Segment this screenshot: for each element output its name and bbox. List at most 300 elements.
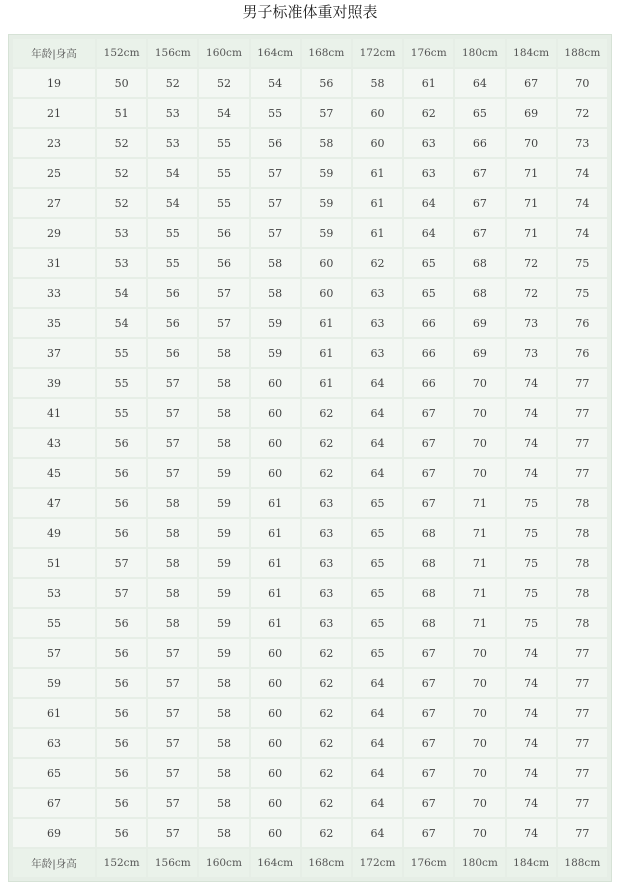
weight-cell: 61 bbox=[353, 219, 402, 247]
weight-cell: 70 bbox=[455, 819, 504, 847]
weight-cell: 52 bbox=[97, 159, 146, 187]
weight-cell: 60 bbox=[251, 759, 300, 787]
weight-cell: 77 bbox=[558, 429, 607, 457]
weight-cell: 61 bbox=[251, 549, 300, 577]
weight-cell: 63 bbox=[353, 279, 402, 307]
weight-cell: 77 bbox=[558, 369, 607, 397]
age-cell: 63 bbox=[13, 729, 95, 757]
weight-cell: 57 bbox=[148, 639, 197, 667]
weight-cell: 61 bbox=[302, 369, 351, 397]
table-row bbox=[13, 339, 607, 367]
age-cell: 61 bbox=[13, 699, 95, 727]
weight-cell: 75 bbox=[507, 519, 556, 547]
weight-cell: 59 bbox=[199, 459, 248, 487]
weight-cell: 54 bbox=[148, 159, 197, 187]
table-row bbox=[13, 669, 607, 697]
age-cell: 51 bbox=[13, 549, 95, 577]
weight-cell: 77 bbox=[558, 729, 607, 757]
weight-cell: 76 bbox=[558, 339, 607, 367]
weight-cell: 74 bbox=[507, 369, 556, 397]
weight-cell: 70 bbox=[558, 69, 607, 97]
weight-cell: 74 bbox=[507, 429, 556, 457]
weight-cell: 56 bbox=[97, 609, 146, 637]
table-row bbox=[13, 189, 607, 217]
weight-cell: 58 bbox=[199, 399, 248, 427]
weight-cell: 56 bbox=[148, 339, 197, 367]
weight-cell: 66 bbox=[404, 339, 453, 367]
page-title: 男子标准体重对照表 bbox=[242, 3, 378, 21]
weight-cell: 64 bbox=[404, 219, 453, 247]
weight-cell: 65 bbox=[353, 519, 402, 547]
weight-cell: 51 bbox=[97, 99, 146, 127]
weight-cell: 57 bbox=[199, 279, 248, 307]
header-row bbox=[13, 39, 607, 67]
height-header-cell: 164cm bbox=[251, 39, 300, 67]
weight-cell: 59 bbox=[199, 639, 248, 667]
table-row bbox=[13, 429, 607, 457]
height-header-cell: 164cm bbox=[251, 849, 300, 877]
weight-cell: 73 bbox=[507, 339, 556, 367]
weight-cell: 67 bbox=[404, 639, 453, 667]
weight-cell: 77 bbox=[558, 399, 607, 427]
weight-cell: 57 bbox=[251, 189, 300, 217]
weight-cell: 63 bbox=[353, 309, 402, 337]
weight-cell: 59 bbox=[199, 609, 248, 637]
weight-cell: 70 bbox=[455, 699, 504, 727]
height-header-cell: 152cm bbox=[97, 849, 146, 877]
weight-cell: 70 bbox=[507, 129, 556, 157]
table-row bbox=[13, 129, 607, 157]
age-cell: 69 bbox=[13, 819, 95, 847]
weight-cell: 75 bbox=[507, 579, 556, 607]
weight-cell: 68 bbox=[404, 609, 453, 637]
weight-cell: 56 bbox=[199, 219, 248, 247]
weight-cell: 57 bbox=[148, 429, 197, 457]
age-cell: 65 bbox=[13, 759, 95, 787]
weight-cell: 62 bbox=[302, 759, 351, 787]
weight-cell: 67 bbox=[404, 459, 453, 487]
weight-cell: 61 bbox=[302, 339, 351, 367]
weight-cell: 54 bbox=[199, 99, 248, 127]
weight-cell: 56 bbox=[97, 489, 146, 517]
weight-cell: 66 bbox=[404, 369, 453, 397]
weight-cell: 58 bbox=[148, 609, 197, 637]
age-cell: 33 bbox=[13, 279, 95, 307]
weight-cell: 75 bbox=[507, 549, 556, 577]
weight-cell: 59 bbox=[199, 579, 248, 607]
weight-cell: 52 bbox=[97, 189, 146, 217]
weight-cell: 67 bbox=[404, 759, 453, 787]
weight-cell: 58 bbox=[199, 669, 248, 697]
weight-cell: 69 bbox=[455, 339, 504, 367]
table-row bbox=[13, 549, 607, 577]
weight-cell: 69 bbox=[507, 99, 556, 127]
weight-cell: 58 bbox=[251, 249, 300, 277]
age-cell: 45 bbox=[13, 459, 95, 487]
table-row bbox=[13, 519, 607, 547]
weight-cell: 68 bbox=[455, 249, 504, 277]
height-header-cell: 188cm bbox=[558, 39, 607, 67]
weight-cell: 57 bbox=[97, 549, 146, 577]
age-cell: 27 bbox=[13, 189, 95, 217]
weight-cell: 62 bbox=[302, 399, 351, 427]
weight-cell: 53 bbox=[97, 249, 146, 277]
weight-cell: 56 bbox=[97, 519, 146, 547]
weight-cell: 70 bbox=[455, 429, 504, 457]
weight-cell: 56 bbox=[97, 669, 146, 697]
weight-cell: 62 bbox=[302, 669, 351, 697]
weight-cell: 75 bbox=[558, 279, 607, 307]
weight-cell: 55 bbox=[251, 99, 300, 127]
weight-cell: 67 bbox=[404, 819, 453, 847]
weight-cell: 56 bbox=[97, 429, 146, 457]
weight-cell: 55 bbox=[148, 249, 197, 277]
weight-cell: 77 bbox=[558, 459, 607, 487]
weight-cell: 60 bbox=[251, 699, 300, 727]
weight-cell: 68 bbox=[404, 519, 453, 547]
weight-cell: 57 bbox=[251, 159, 300, 187]
height-header-cell: 176cm bbox=[404, 39, 453, 67]
weight-cell: 77 bbox=[558, 669, 607, 697]
weight-cell: 71 bbox=[455, 579, 504, 607]
weight-cell: 62 bbox=[302, 729, 351, 757]
weight-cell: 54 bbox=[251, 69, 300, 97]
age-cell: 55 bbox=[13, 609, 95, 637]
table-row bbox=[13, 579, 607, 607]
weight-cell: 65 bbox=[353, 609, 402, 637]
height-header-cell: 168cm bbox=[302, 39, 351, 67]
weight-cell: 70 bbox=[455, 639, 504, 667]
weight-table bbox=[11, 37, 609, 879]
weight-cell: 58 bbox=[199, 789, 248, 817]
weight-cell: 50 bbox=[97, 69, 146, 97]
weight-cell: 60 bbox=[251, 429, 300, 457]
weight-cell: 74 bbox=[507, 669, 556, 697]
height-header-cell: 188cm bbox=[558, 849, 607, 877]
weight-cell: 60 bbox=[251, 669, 300, 697]
weight-cell: 58 bbox=[353, 69, 402, 97]
weight-cell: 63 bbox=[353, 339, 402, 367]
weight-cell: 56 bbox=[97, 759, 146, 787]
weight-cell: 64 bbox=[353, 759, 402, 787]
table-row bbox=[13, 279, 607, 307]
age-cell: 41 bbox=[13, 399, 95, 427]
weight-cell: 75 bbox=[507, 609, 556, 637]
table-row bbox=[13, 759, 607, 787]
weight-cell: 73 bbox=[558, 129, 607, 157]
weight-cell: 53 bbox=[97, 219, 146, 247]
weight-cell: 57 bbox=[148, 699, 197, 727]
footer-header-row bbox=[13, 849, 607, 877]
weight-cell: 57 bbox=[251, 219, 300, 247]
weight-cell: 67 bbox=[404, 699, 453, 727]
weight-cell: 60 bbox=[302, 279, 351, 307]
weight-cell: 63 bbox=[404, 129, 453, 157]
age-cell: 67 bbox=[13, 789, 95, 817]
weight-cell: 54 bbox=[97, 279, 146, 307]
weight-cell: 59 bbox=[199, 549, 248, 577]
weight-cell: 56 bbox=[148, 309, 197, 337]
weight-cell: 67 bbox=[455, 159, 504, 187]
weight-cell: 74 bbox=[558, 189, 607, 217]
weight-cell: 52 bbox=[97, 129, 146, 157]
weight-cell: 57 bbox=[148, 759, 197, 787]
age-cell: 53 bbox=[13, 579, 95, 607]
weight-cell: 70 bbox=[455, 459, 504, 487]
weight-cell: 58 bbox=[148, 489, 197, 517]
weight-table-body bbox=[13, 39, 607, 877]
weight-cell: 65 bbox=[455, 99, 504, 127]
weight-cell: 58 bbox=[148, 549, 197, 577]
weight-cell: 71 bbox=[507, 219, 556, 247]
weight-cell: 74 bbox=[507, 639, 556, 667]
weight-cell: 62 bbox=[302, 819, 351, 847]
weight-cell: 71 bbox=[507, 189, 556, 217]
weight-cell: 65 bbox=[404, 249, 453, 277]
weight-cell: 64 bbox=[404, 189, 453, 217]
weight-cell: 60 bbox=[251, 729, 300, 757]
weight-cell: 56 bbox=[97, 789, 146, 817]
weight-cell: 75 bbox=[507, 489, 556, 517]
weight-cell: 66 bbox=[404, 309, 453, 337]
weight-cell: 53 bbox=[148, 129, 197, 157]
weight-cell: 78 bbox=[558, 549, 607, 577]
table-row bbox=[13, 789, 607, 817]
table-row bbox=[13, 309, 607, 337]
weight-cell: 72 bbox=[558, 99, 607, 127]
weight-cell: 55 bbox=[199, 129, 248, 157]
weight-cell: 71 bbox=[455, 489, 504, 517]
age-cell: 37 bbox=[13, 339, 95, 367]
table-row bbox=[13, 639, 607, 667]
weight-cell: 70 bbox=[455, 789, 504, 817]
weight-cell: 55 bbox=[97, 369, 146, 397]
table-row bbox=[13, 99, 607, 127]
weight-cell: 61 bbox=[353, 189, 402, 217]
corner-header-cell: 年龄|身高 bbox=[13, 849, 95, 877]
weight-cell: 68 bbox=[455, 279, 504, 307]
weight-cell: 59 bbox=[199, 489, 248, 517]
weight-cell: 60 bbox=[302, 249, 351, 277]
weight-cell: 64 bbox=[353, 729, 402, 757]
weight-cell: 58 bbox=[199, 369, 248, 397]
table-row bbox=[13, 249, 607, 277]
table-row bbox=[13, 609, 607, 637]
weight-cell: 70 bbox=[455, 669, 504, 697]
table-row bbox=[13, 819, 607, 847]
height-header-cell: 156cm bbox=[148, 849, 197, 877]
height-header-cell: 160cm bbox=[199, 39, 248, 67]
weight-cell: 72 bbox=[507, 249, 556, 277]
weight-cell: 55 bbox=[97, 339, 146, 367]
weight-cell: 63 bbox=[302, 579, 351, 607]
weight-cell: 60 bbox=[251, 399, 300, 427]
weight-cell: 55 bbox=[148, 219, 197, 247]
weight-cell: 59 bbox=[251, 309, 300, 337]
weight-cell: 57 bbox=[148, 669, 197, 697]
weight-cell: 77 bbox=[558, 819, 607, 847]
table-row bbox=[13, 729, 607, 757]
weight-cell: 61 bbox=[251, 609, 300, 637]
age-cell: 25 bbox=[13, 159, 95, 187]
weight-cell: 56 bbox=[97, 699, 146, 727]
weight-cell: 65 bbox=[404, 279, 453, 307]
weight-cell: 71 bbox=[455, 609, 504, 637]
weight-cell: 67 bbox=[404, 429, 453, 457]
weight-cell: 57 bbox=[97, 579, 146, 607]
weight-cell: 60 bbox=[251, 789, 300, 817]
weight-cell: 63 bbox=[302, 549, 351, 577]
weight-cell: 71 bbox=[507, 159, 556, 187]
age-cell: 29 bbox=[13, 219, 95, 247]
age-cell: 23 bbox=[13, 129, 95, 157]
height-header-cell: 156cm bbox=[148, 39, 197, 67]
weight-cell: 56 bbox=[199, 249, 248, 277]
weight-cell: 67 bbox=[455, 189, 504, 217]
weight-cell: 60 bbox=[251, 369, 300, 397]
weight-cell: 58 bbox=[199, 819, 248, 847]
weight-cell: 75 bbox=[558, 249, 607, 277]
weight-cell: 57 bbox=[148, 729, 197, 757]
weight-cell: 62 bbox=[302, 639, 351, 667]
height-header-cell: 184cm bbox=[507, 849, 556, 877]
table-row bbox=[13, 489, 607, 517]
corner-header-cell: 年龄|身高 bbox=[13, 39, 95, 67]
weight-cell: 78 bbox=[558, 489, 607, 517]
weight-cell: 64 bbox=[455, 69, 504, 97]
weight-cell: 74 bbox=[558, 159, 607, 187]
weight-cell: 74 bbox=[507, 729, 556, 757]
weight-cell: 59 bbox=[302, 189, 351, 217]
weight-cell: 59 bbox=[199, 519, 248, 547]
weight-cell: 60 bbox=[251, 459, 300, 487]
weight-cell: 61 bbox=[251, 579, 300, 607]
weight-cell: 61 bbox=[404, 69, 453, 97]
age-cell: 35 bbox=[13, 309, 95, 337]
age-cell: 47 bbox=[13, 489, 95, 517]
weight-cell: 63 bbox=[302, 609, 351, 637]
weight-cell: 57 bbox=[302, 99, 351, 127]
height-header-cell: 184cm bbox=[507, 39, 556, 67]
weight-cell: 74 bbox=[507, 399, 556, 427]
table-row bbox=[13, 69, 607, 97]
height-header-cell: 180cm bbox=[455, 39, 504, 67]
weight-cell: 72 bbox=[507, 279, 556, 307]
weight-cell: 64 bbox=[353, 369, 402, 397]
weight-cell: 64 bbox=[353, 789, 402, 817]
weight-cell: 65 bbox=[353, 639, 402, 667]
weight-cell: 57 bbox=[148, 459, 197, 487]
weight-cell: 64 bbox=[353, 699, 402, 727]
weight-cell: 64 bbox=[353, 399, 402, 427]
weight-cell: 56 bbox=[251, 129, 300, 157]
weight-cell: 58 bbox=[302, 129, 351, 157]
table-row bbox=[13, 159, 607, 187]
age-cell: 39 bbox=[13, 369, 95, 397]
weight-cell: 54 bbox=[148, 189, 197, 217]
age-cell: 49 bbox=[13, 519, 95, 547]
weight-cell: 60 bbox=[353, 99, 402, 127]
weight-cell: 74 bbox=[507, 789, 556, 817]
weight-cell: 61 bbox=[251, 489, 300, 517]
table-row bbox=[13, 219, 607, 247]
weight-cell: 59 bbox=[302, 159, 351, 187]
weight-cell: 78 bbox=[558, 579, 607, 607]
weight-cell: 74 bbox=[507, 699, 556, 727]
weight-cell: 67 bbox=[455, 219, 504, 247]
weight-cell: 55 bbox=[97, 399, 146, 427]
weight-cell: 63 bbox=[302, 489, 351, 517]
weight-cell: 64 bbox=[353, 459, 402, 487]
weight-cell: 56 bbox=[97, 819, 146, 847]
weight-cell: 62 bbox=[302, 429, 351, 457]
weight-cell: 57 bbox=[148, 399, 197, 427]
weight-cell: 52 bbox=[199, 69, 248, 97]
weight-cell: 74 bbox=[558, 219, 607, 247]
weight-cell: 62 bbox=[404, 99, 453, 127]
weight-cell: 58 bbox=[199, 699, 248, 727]
table-row bbox=[13, 699, 607, 727]
weight-cell: 77 bbox=[558, 699, 607, 727]
table-row bbox=[13, 369, 607, 397]
weight-cell: 69 bbox=[455, 309, 504, 337]
weight-cell: 57 bbox=[199, 309, 248, 337]
weight-cell: 58 bbox=[199, 759, 248, 787]
weight-cell: 60 bbox=[251, 639, 300, 667]
age-cell: 43 bbox=[13, 429, 95, 457]
weight-cell: 77 bbox=[558, 759, 607, 787]
weight-cell: 67 bbox=[404, 489, 453, 517]
weight-cell: 57 bbox=[148, 819, 197, 847]
weight-cell: 52 bbox=[148, 69, 197, 97]
table-row bbox=[13, 399, 607, 427]
weight-cell: 77 bbox=[558, 639, 607, 667]
weight-cell: 67 bbox=[404, 669, 453, 697]
weight-cell: 60 bbox=[251, 819, 300, 847]
weight-table-frame bbox=[8, 34, 612, 882]
weight-cell: 59 bbox=[302, 219, 351, 247]
weight-cell: 68 bbox=[404, 549, 453, 577]
weight-cell: 62 bbox=[302, 699, 351, 727]
weight-cell: 56 bbox=[97, 639, 146, 667]
weight-cell: 62 bbox=[302, 789, 351, 817]
weight-cell: 56 bbox=[97, 729, 146, 757]
weight-cell: 71 bbox=[455, 519, 504, 547]
weight-cell: 67 bbox=[404, 729, 453, 757]
weight-cell: 74 bbox=[507, 759, 556, 787]
weight-cell: 67 bbox=[404, 399, 453, 427]
weight-cell: 70 bbox=[455, 759, 504, 787]
table-row bbox=[13, 459, 607, 487]
weight-cell: 77 bbox=[558, 789, 607, 817]
weight-cell: 70 bbox=[455, 369, 504, 397]
weight-cell: 55 bbox=[199, 189, 248, 217]
weight-cell: 58 bbox=[199, 729, 248, 757]
age-cell: 59 bbox=[13, 669, 95, 697]
height-header-cell: 168cm bbox=[302, 849, 351, 877]
weight-cell: 61 bbox=[353, 159, 402, 187]
weight-cell: 65 bbox=[353, 489, 402, 517]
weight-cell: 63 bbox=[404, 159, 453, 187]
weight-cell: 62 bbox=[302, 459, 351, 487]
weight-cell: 67 bbox=[404, 789, 453, 817]
weight-cell: 58 bbox=[148, 519, 197, 547]
weight-cell: 55 bbox=[199, 159, 248, 187]
weight-cell: 74 bbox=[507, 819, 556, 847]
weight-cell: 74 bbox=[507, 459, 556, 487]
weight-cell: 56 bbox=[97, 459, 146, 487]
weight-cell: 61 bbox=[302, 309, 351, 337]
